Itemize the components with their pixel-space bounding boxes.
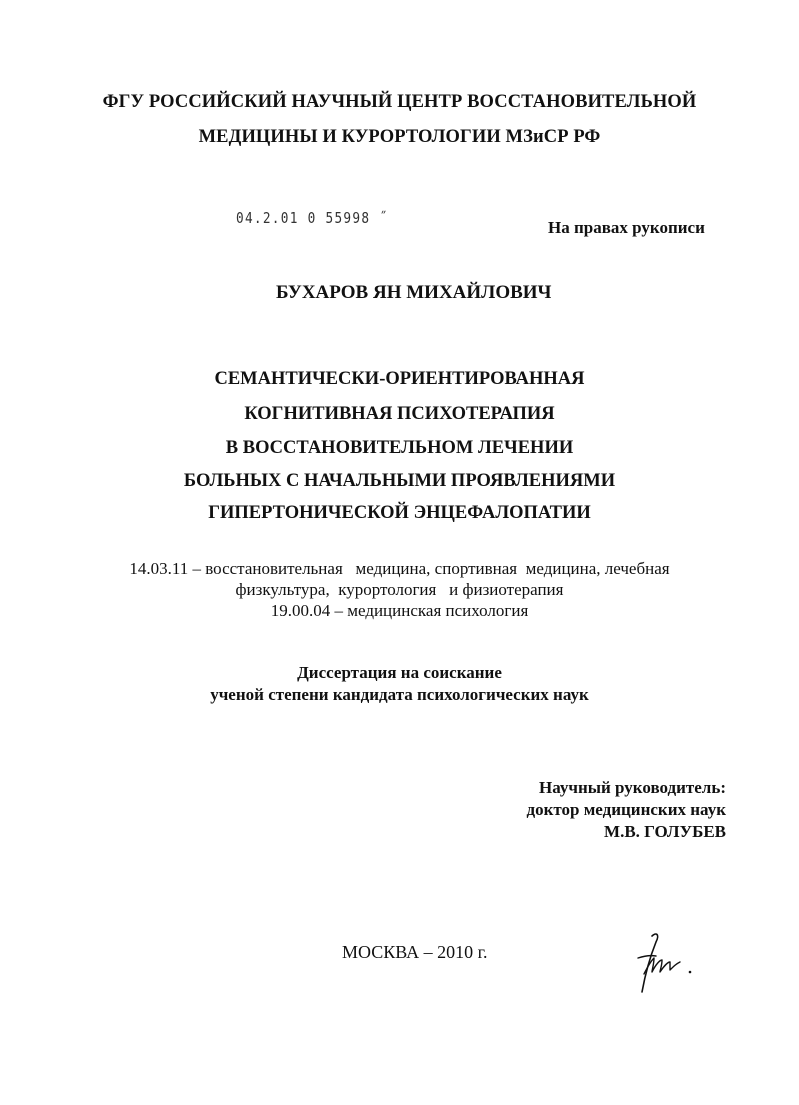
dissertation-line-2: ученой степени кандидата психологических наук: [210, 685, 589, 704]
specialty-line-1: 14.03.11 – восстановительная медицина, спортивная медицина, лечебная: [129, 559, 670, 578]
title-line-5: ГИПЕРТОНИЧЕСКОЙ ЭНЦЕФАЛОПАТИИ: [208, 503, 591, 523]
supervisor-label: Научный руководитель:: [539, 778, 726, 797]
organization-line-1: ФГУ РОССИЙСКИЙ НАУЧНЫЙ ЦЕНТР ВОССТАНОВИТЕЛЬНОЙ: [102, 92, 697, 112]
supervisor-name: М.В. ГОЛУБЕВ: [604, 822, 726, 841]
dissertation-line-1: Диссертация на соискание: [297, 663, 502, 682]
title-line-1: СЕМАНТИЧЕСКИ-ОРИЕНТИРОВАННАЯ: [214, 369, 585, 389]
author-name: БУХАРОВ ЯН МИХАЙЛОВИЧ: [276, 282, 552, 303]
specialty-line-2: физкультура, курортология и физиотерапия: [235, 580, 564, 599]
registry-code-stamp: 04.2.01 0 55998 ˝: [236, 209, 389, 227]
organization-line-2: МЕДИЦИНЫ И КУРОРТОЛОГИИ МЗиСР РФ: [198, 127, 601, 147]
title-line-3: В ВОССТАНОВИТЕЛЬНОМ ЛЕЧЕНИИ: [225, 438, 574, 458]
specialty-line-3: 19.00.04 – медицинская психология: [270, 601, 529, 620]
rights-note: На правах рукописи: [548, 218, 705, 237]
handwritten-signature-icon: [630, 930, 710, 1000]
supervisor-degree: доктор медицинских наук: [526, 800, 726, 819]
title-line-2: КОГНИТИВНАЯ ПСИХОТЕРАПИЯ: [244, 404, 555, 424]
city-year: МОСКВА – 2010 г.: [342, 942, 488, 962]
title-line-4: БОЛЬНЫХ С НАЧАЛЬНЫМИ ПРОЯВЛЕНИЯМИ: [183, 471, 616, 491]
